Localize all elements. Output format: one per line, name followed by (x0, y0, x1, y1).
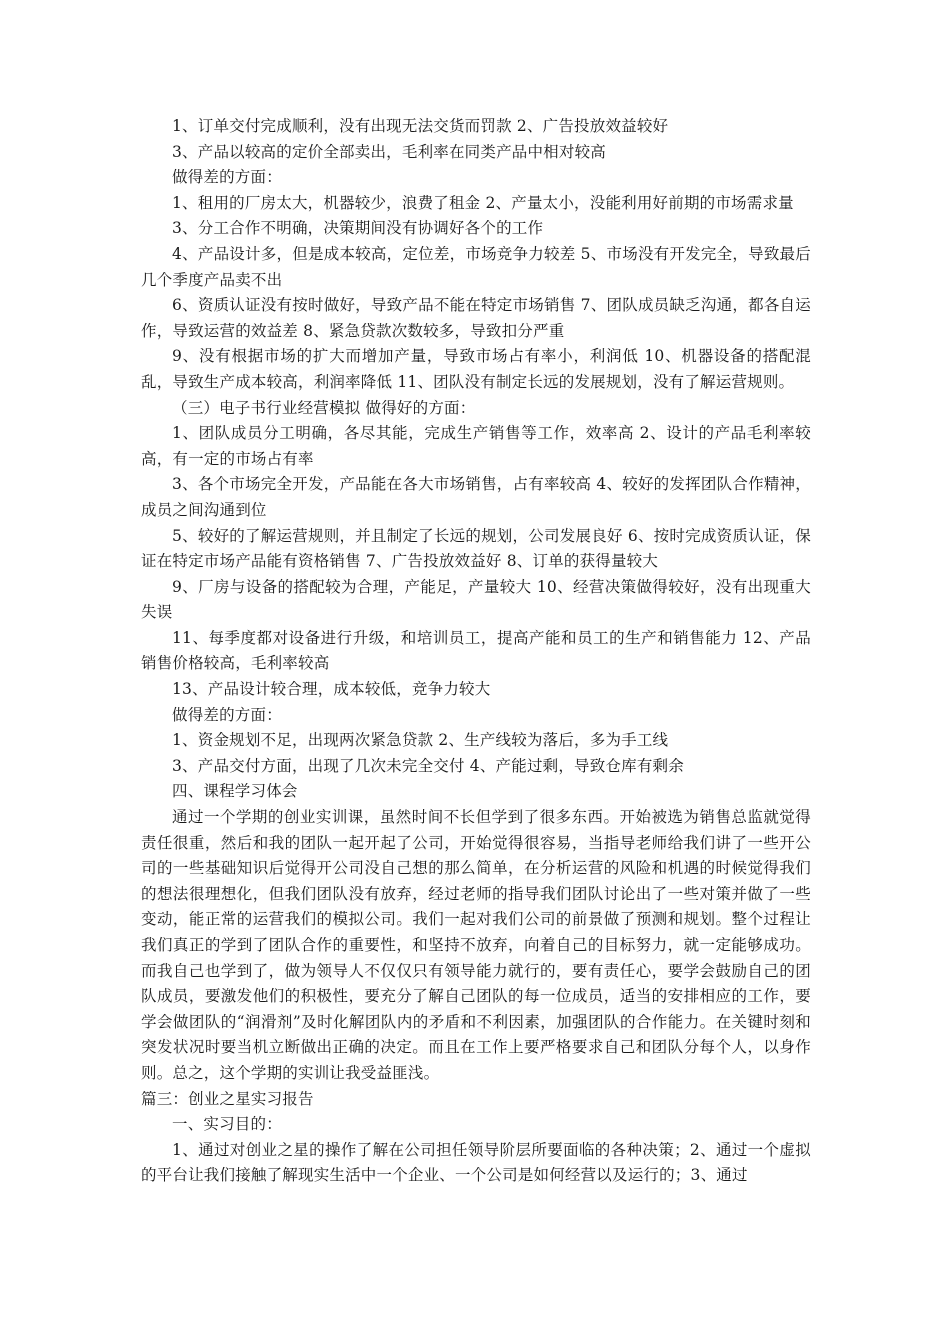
paragraph: 1、租用的厂房太大，机器较少，浪费了租金 2、产量太小，没能利用好前期的市场需求量 (172, 193, 794, 212)
paragraph: 9、没有根据市场的扩大而增加产量，导致市场占有率小，利润低 10、机器设备的搭配混乱，导致生产成本较高，利润率降低 11、团队没有制定长远的发展规划，没有了解运营规则。 (141, 347, 811, 391)
section-heading: 四、课程学习体会 (172, 782, 298, 801)
section-label: 做得差的方面： (172, 705, 282, 724)
paragraph: 3、各个市场完全开发，产品能在各大市场销售，占有率较高 4、较好的发挥团队合作精神，成员之间沟通到位 (141, 475, 811, 519)
paragraph: 1、订单交付完成顺利，没有出现无法交货而罚款 2、广告投放效益较好 (172, 117, 669, 135)
paragraph: 4、产品设计多，但是成本较高，定位差，市场竞争力较差 5、市场没有开发完全，导致最后几个季度产品卖不出 (141, 244, 811, 289)
paragraph: 9、厂房与设备的搭配较为合理，产能足，产量较大 10、经营决策做得较好，没有出现重大失误 (141, 577, 811, 622)
paragraph: 1、团队成员分工明确，各尽其能，完成生产销售等工作，效率高 2、设计的产品毛利率较高，有一定的市场占有率 (141, 424, 811, 468)
paragraph: 3、分工合作不明确，决策期间没有协调好各个的工作 (172, 219, 544, 238)
paragraph: 通过一个学期的创业实训课，虽然时间不长但学到了很多东西。开始被选为销售总监就觉得责任很重，然后和我的团队一起开起了公司，开始觉得很容易，当指导老师给我们讲了一些开公司的一些基础知识后觉得开公司没自己想的那么简单，在分析运营的风险和机遇的时候觉得我们的想法很理想化，但我们团队没有放弃，经过老师的指导我们团队讨论出了一些对策并做了一些变动，能正常的运营我们的模拟公司。我们一起对我们公司的前景做了预测和规划。整个过程让我们真正的学到了团队合作的重要性，和坚持不放弃，向着自己的目标努力，就一定能够成功。而我自己也学到了，做为领导人不仅仅只有领导能力就行的，要有责任心，要学会鼓励自己的团队成员，要激发他们的积极性，要充分了解自己团队的每一位成员，适当的安排相应的工作，要学会做团队的“润滑剂”及时化解团队内的矛盾和不利因素，加强团队的合作能力。在关键时刻和突发状况时要当机立断做出正确的决定。而且在工作上要严格要求自己和团队分每个人，以身作则。总之，这个学期的实训让我受益匪浅。 (141, 808, 811, 1082)
section-label: 做得差的方面： (172, 168, 282, 187)
paragraph: 3、产品以较高的定价全部卖出，毛利率在同类产品中相对较高 (172, 142, 606, 161)
paragraph: 11、每季度都对设备进行升级，和培训员工，提高产能和员工的生产和销售能力 12、产品销售价格较高，毛利率较高 (141, 628, 811, 673)
section-heading: （三）电子书行业经营模拟 做得好的方面： (172, 398, 476, 417)
paragraph: 3、产品交付方面，出现了几次未完全交付 4、产能过剩，导致仓库有剩余 (172, 756, 684, 775)
chapter-title: 篇三：创业之星实习报告 (141, 1089, 314, 1108)
document-body (141, 114, 811, 1189)
paragraph: 6、资质认证没有按时做好，导致产品不能在特定市场销售 7、团队成员缺乏沟通，都各自运作，导致运营的效益差 8、紧急贷款次数较多，导致扣分严重 (141, 296, 811, 340)
paragraph: 1、通过对创业之星的操作了解在公司担任领导阶层所要面临的各种决策；2、通过一个虚拟的平台让我们接触了解现实生活中一个企业、一个公司是如何经营以及运行的；3、通过 (141, 1140, 811, 1185)
paragraph: 1、资金规划不足，出现两次紧急贷款 2、生产线较为落后，多为手工线 (172, 731, 669, 750)
paragraph: 5、较好的了解运营规则，并且制定了长远的规划，公司发展良好 6、按时完成资质认证，保证在特定市场产品能有资格销售 7、广告投放效益好 8、订单的获得量较大 (141, 526, 811, 571)
section-heading: 一、实习目的： (172, 1115, 282, 1134)
paragraph: 13、产品设计较合理，成本较低，竞争力较大 (172, 680, 491, 699)
